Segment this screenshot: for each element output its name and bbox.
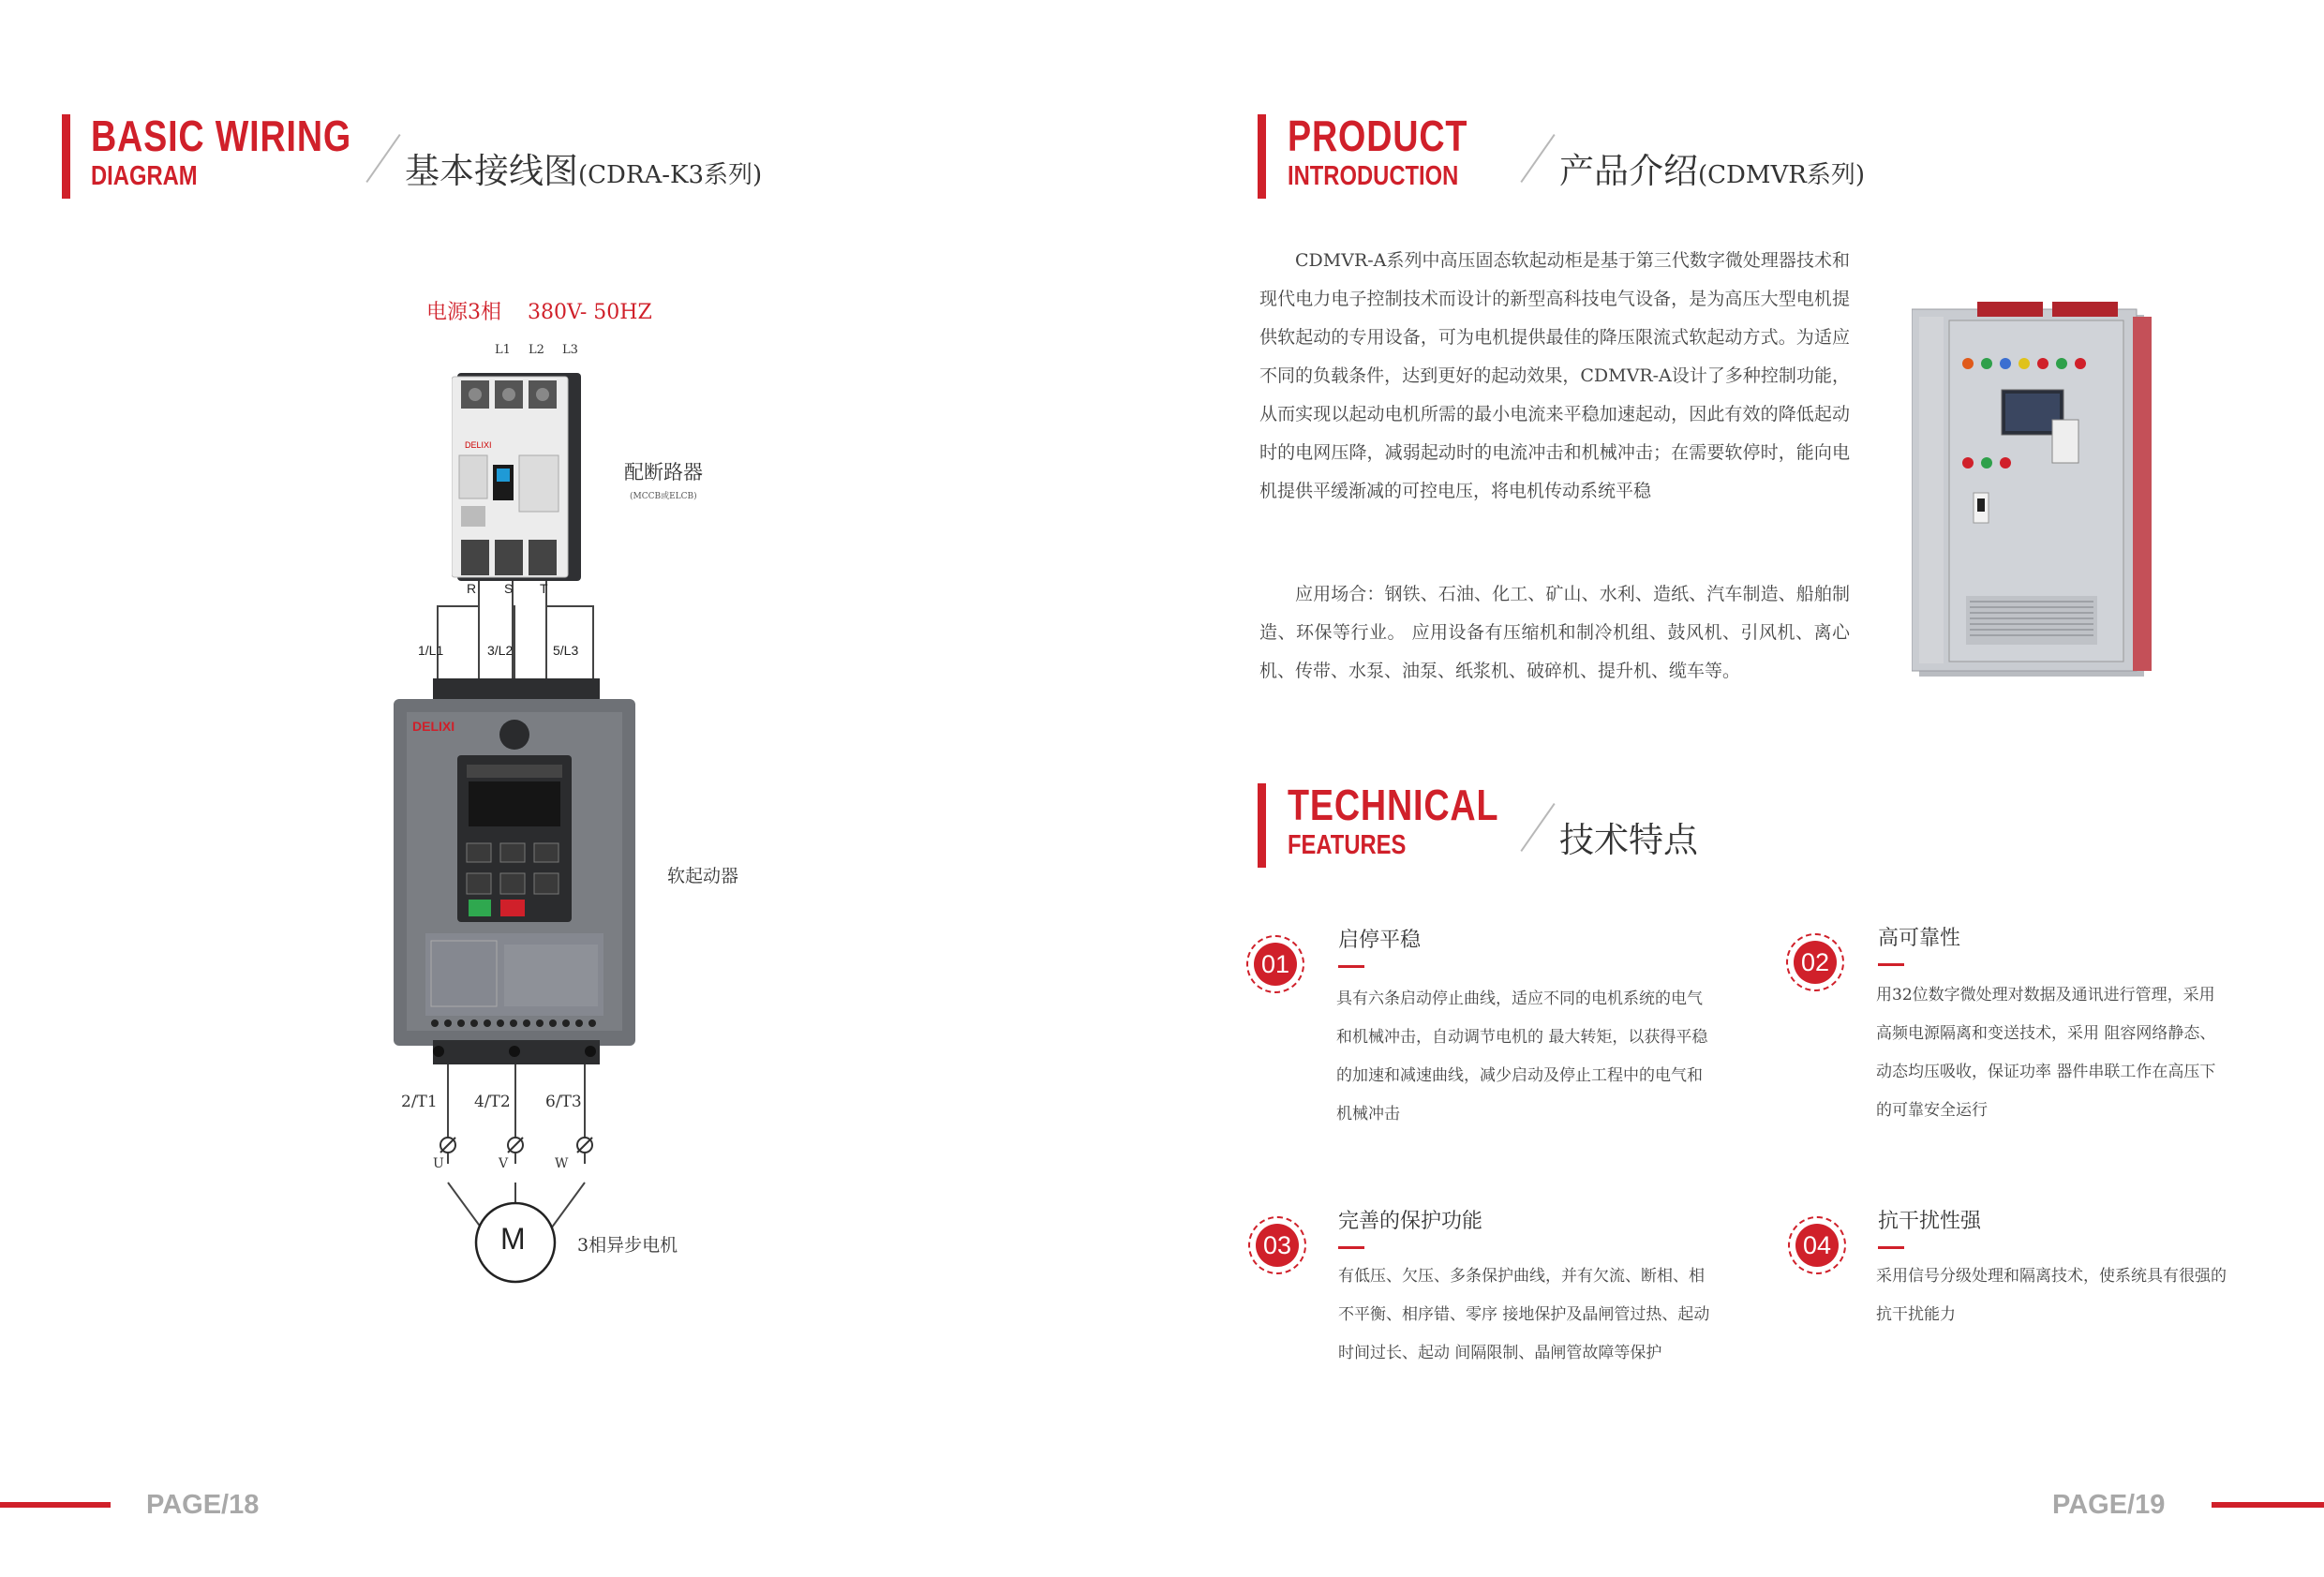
starter-out-t2: 4/T2 [474,1093,511,1111]
feature-title: 抗干扰性强 [1878,1210,1982,1233]
motor-terminal-u: U [433,1156,444,1171]
technical-title-en-2: FEATURES [1288,830,1407,860]
soft-starter-brand: DELIXI [412,719,455,734]
circuit-breaker [452,373,587,581]
motor-label: 3相异步电机 [577,1235,678,1256]
product-applications [1259,575,1850,691]
feature-number: 02 [1794,941,1837,984]
product-title-en-1: PRODUCT [1288,112,1468,160]
feature-description: 有低压、欠压、多条保护曲线，并有欠流、断相、相不平衡、相序错、零序 接地保护及晶闸管过热、起动时间过长、起动 间隔限制、晶闸管故障等保护 [1338,1267,1710,1362]
svg-text:DELIXI: DELIXI [465,440,492,450]
breaker-out-r: R [467,581,477,596]
feature-underline [1338,965,1364,968]
section-accent-bar [62,114,70,199]
technical-title-zh: 技术特点 [1559,820,1698,860]
feature-description: 具有六条启动停止曲线，适应不同的电机系统的电气和机械冲击，自动调节电机的 最大转矩，以获得平稳的加速和减速曲线，减少启动及停止工程中的电气和机械冲击 [1336,989,1708,1123]
page-number-left: PAGE/18 [146,1490,260,1520]
phase-l3: L3 [562,343,578,357]
title-divider [365,134,400,183]
feature-number-badge [1248,1216,1306,1274]
power-voltage-text: 380V- 50HZ [527,301,652,324]
breaker-sublabel: (MCCB或ELCB) [630,492,697,501]
product-title-zh-main: 产品介绍 [1559,151,1698,191]
soft-starter-drawing [394,678,635,1064]
feature-number: 04 [1795,1224,1839,1267]
feature-description: 用32位数字微处理对数据及通讯进行管理，采用高频电源隔离和变送技术，采用 阻容网络静态、动态均压吸收，保证功率 器件串联工作在高压下的可靠安全运行 [1876,986,2216,1120]
technical-title-en-1: TECHNICAL [1288,781,1499,829]
power-supply-label [426,296,652,325]
product-cabinet-image [1912,296,2155,682]
phase-l2: L2 [529,343,544,357]
wire-t-down [592,605,594,684]
soft-starter [394,678,635,1064]
breaker-out-s: S [504,581,514,596]
product-paragraph-2: 应用场合：钢铁、石油、化工、矿山、水利、造纸、汽车制造、船舶制造、环保等行业。 应用设备有压缩机和制冷机组、鼓风机、引风机、离心机、传带、水泵、油泵、纸浆机、破碎机、提升机、缆车等。 [1259,584,1850,681]
wiring-title-zh-main: 基本接线图 [405,151,578,191]
feature-description: 采用信号分级处理和隔离技术，使系统具有很强的抗干扰能力 [1876,1267,2227,1324]
product-title-zh-sub: (CDMVR系列) [1698,161,1866,189]
feature-number: 01 [1254,943,1297,986]
title-divider [1520,803,1555,852]
breaker-label: 配断路器 [624,461,703,484]
motor-terminal-v: V [499,1156,509,1171]
section-accent-bar [1258,783,1266,868]
breaker-out-t: T [540,581,548,596]
feature-underline [1878,963,1904,966]
starter-in-l3: 5/L3 [553,643,579,658]
wire-r-bend [437,605,480,607]
product-description [1259,242,1850,511]
wiring-title-en-1: BASIC WIRING [91,112,352,160]
product-title-zh [1559,142,1865,193]
page-number-right: PAGE/19 [2052,1490,2166,1520]
wire-t [545,581,547,684]
wire-s-down [514,605,515,684]
feature-title: 完善的保护功能 [1338,1210,1483,1233]
feature-title: 启停平稳 [1338,929,1422,952]
starter-in-l1: 1/L1 [418,643,444,658]
wire-t-bend [545,605,594,607]
phase-l1: L1 [495,343,511,357]
circuit-breaker-drawing [452,373,587,581]
section-accent-bar [1258,114,1266,199]
title-divider [1520,134,1555,183]
soft-starter-label: 软起动器 [667,866,739,886]
wire-r [478,581,480,684]
feature-underline [1338,1246,1364,1249]
power-phase-text: 电源3相 [426,301,501,324]
wiring-title-en-2: DIAGRAM [91,161,198,191]
feature-number: 03 [1256,1224,1299,1267]
wiring-title-zh-sub: (CDRA-K3系列) [578,161,763,189]
feature-number-badge [1786,933,1844,991]
starter-out-t1: 2/T1 [401,1093,438,1111]
starter-in-l2: 3/L2 [487,643,514,658]
product-paragraph-1: CDMVR-A系列中高压固态软起动柜是基于第三代数字微处理器技术和现代电力电子控制技术而设计的新型高科技电气设备，是为高压大型电机提供软起动的专用设备，可为电机提供最佳的降压限流式软起动方式。为适应不同的负载条件，达到更好的起动效果，CDMVR-A设计了多种控制功能，从而实现以起动电机所需的最小电流来平稳加速起动，因此有效的降低起动时的电网压降，减弱起动时的电流冲击和机械冲击；在需要软停时，能向电机提供平缓渐减的可控电压，将电机传动系统平稳 [1259,250,1850,501]
feature-underline [1878,1246,1904,1249]
product-title-en-2: INTRODUCTION [1288,161,1459,191]
page-footer-line-right [2212,1502,2324,1508]
starter-out-t3: 6/T3 [545,1093,582,1111]
page-footer-line-left [0,1502,111,1508]
cabinet-drawing [1912,296,2155,682]
motor-symbol: M [500,1222,526,1256]
feature-number-badge [1788,1216,1846,1274]
feature-title: 高可靠性 [1878,927,1961,950]
wiring-title-zh [405,142,762,193]
feature-number-badge [1246,935,1304,993]
motor-terminal-w: W [555,1156,569,1171]
